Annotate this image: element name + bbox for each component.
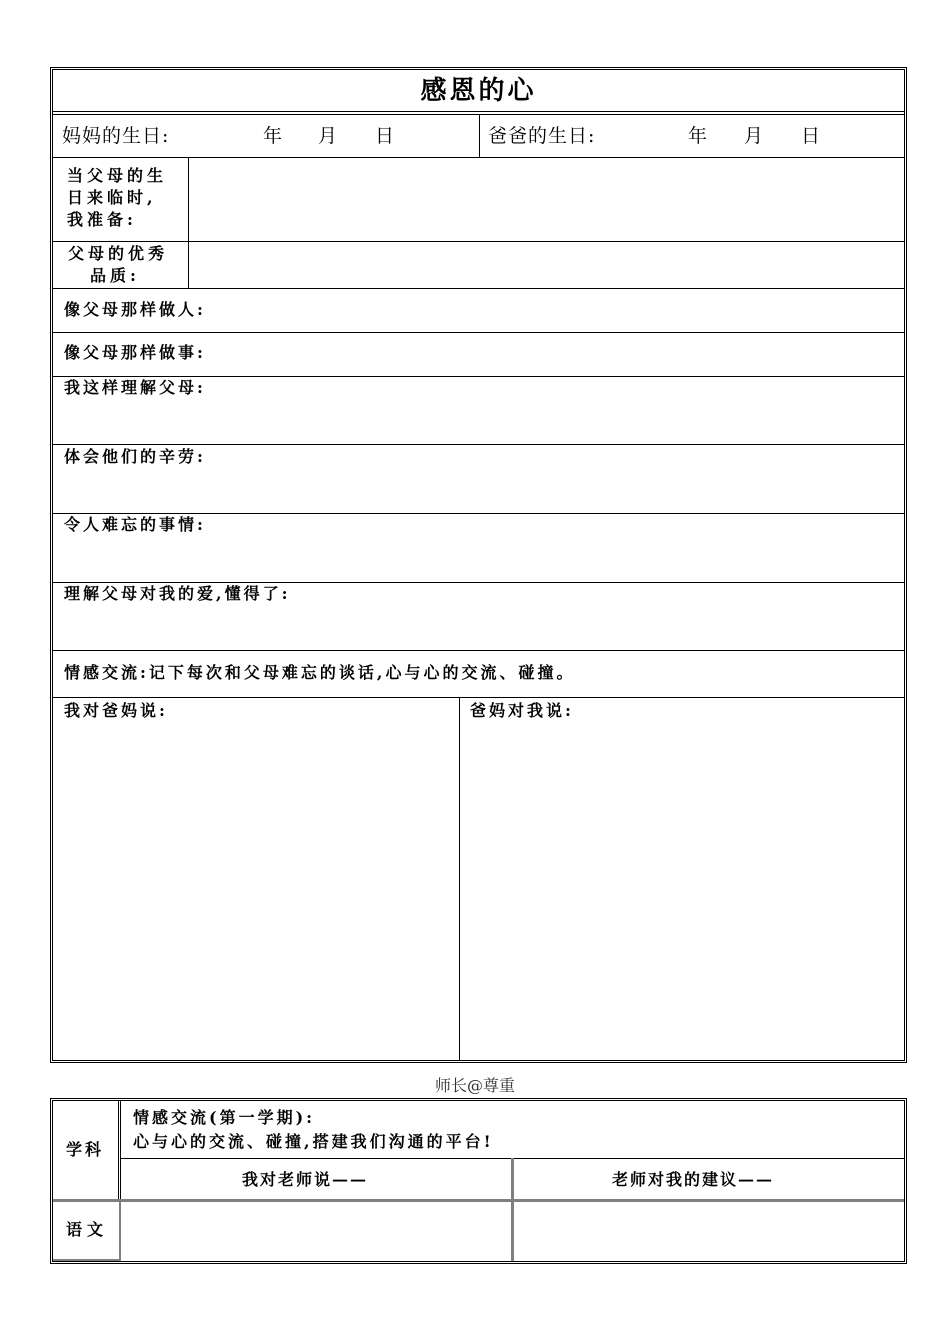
me-to-parents-label: 我对爸妈说: bbox=[64, 701, 168, 720]
dad-birthday-day: 日 bbox=[801, 125, 821, 147]
memorable-events-label: 令人难忘的事情: bbox=[64, 515, 206, 534]
quality-label-line2: 品质: bbox=[90, 266, 140, 285]
divider bbox=[53, 697, 904, 698]
divider bbox=[53, 582, 904, 583]
intro-line2: 心与心的交流、碰撞,搭建我们沟通的平台! bbox=[133, 1132, 494, 1151]
do-like-parents-label: 像父母那样做事: bbox=[64, 343, 206, 362]
page-footer: 师长@尊重 bbox=[434, 1076, 515, 1095]
prepare-label-line2: 日来临时, bbox=[67, 188, 157, 207]
intro-line1: 情感交流(第一学期): bbox=[133, 1108, 316, 1127]
form-title: 感恩的心 bbox=[420, 76, 537, 106]
understand-love-label: 理解父母对我的爱,懂得了: bbox=[64, 584, 291, 603]
divider bbox=[118, 1101, 119, 1199]
divider bbox=[459, 697, 460, 1060]
gratitude-form-frame bbox=[50, 67, 907, 1063]
subject-header: 学科 bbox=[66, 1140, 105, 1159]
column-header-teacher-advice: 老师对我的建议—— bbox=[612, 1170, 775, 1189]
mom-birthday-day: 日 bbox=[375, 125, 395, 147]
prepare-label-line3: 我准备: bbox=[67, 210, 137, 229]
divider bbox=[53, 376, 904, 377]
divider bbox=[119, 1201, 121, 1261]
be-like-parents-label: 像父母那样做人: bbox=[64, 300, 206, 319]
prepare-label-line1: 当父母的生 bbox=[67, 166, 168, 185]
divider bbox=[53, 332, 904, 333]
dad-birthday-year: 年 bbox=[688, 125, 708, 147]
divider bbox=[53, 650, 904, 651]
mom-birthday-year: 年 bbox=[263, 125, 283, 147]
column-header-me-to-teacher: 我对老师说—— bbox=[242, 1170, 369, 1189]
divider bbox=[53, 444, 904, 445]
divider bbox=[53, 513, 904, 514]
divider bbox=[53, 111, 904, 112]
divider bbox=[188, 157, 189, 288]
divider bbox=[53, 241, 904, 242]
divider bbox=[120, 1101, 121, 1199]
divider bbox=[53, 1199, 904, 1202]
mom-birthday-label: 妈妈的生日: bbox=[62, 125, 170, 147]
divider bbox=[479, 114, 480, 157]
dad-birthday-month: 月 bbox=[744, 125, 764, 147]
emotional-exchange-label: 情感交流:记下每次和父母难忘的谈话,心与心的交流、碰撞。 bbox=[64, 663, 576, 682]
divider bbox=[53, 1259, 121, 1261]
subject-chinese: 语文 bbox=[66, 1220, 109, 1239]
dad-birthday-label: 爸爸的生日: bbox=[488, 125, 596, 147]
quality-label-line1: 父母的优秀 bbox=[68, 244, 169, 263]
parents-to-me-label: 爸妈对我说: bbox=[470, 701, 574, 720]
hardship-label: 体会他们的辛劳: bbox=[64, 447, 206, 466]
divider bbox=[511, 1158, 514, 1261]
divider bbox=[53, 157, 904, 158]
understand-parents-label: 我这样理解父母: bbox=[64, 378, 206, 397]
divider bbox=[53, 288, 904, 289]
mom-birthday-month: 月 bbox=[318, 125, 338, 147]
